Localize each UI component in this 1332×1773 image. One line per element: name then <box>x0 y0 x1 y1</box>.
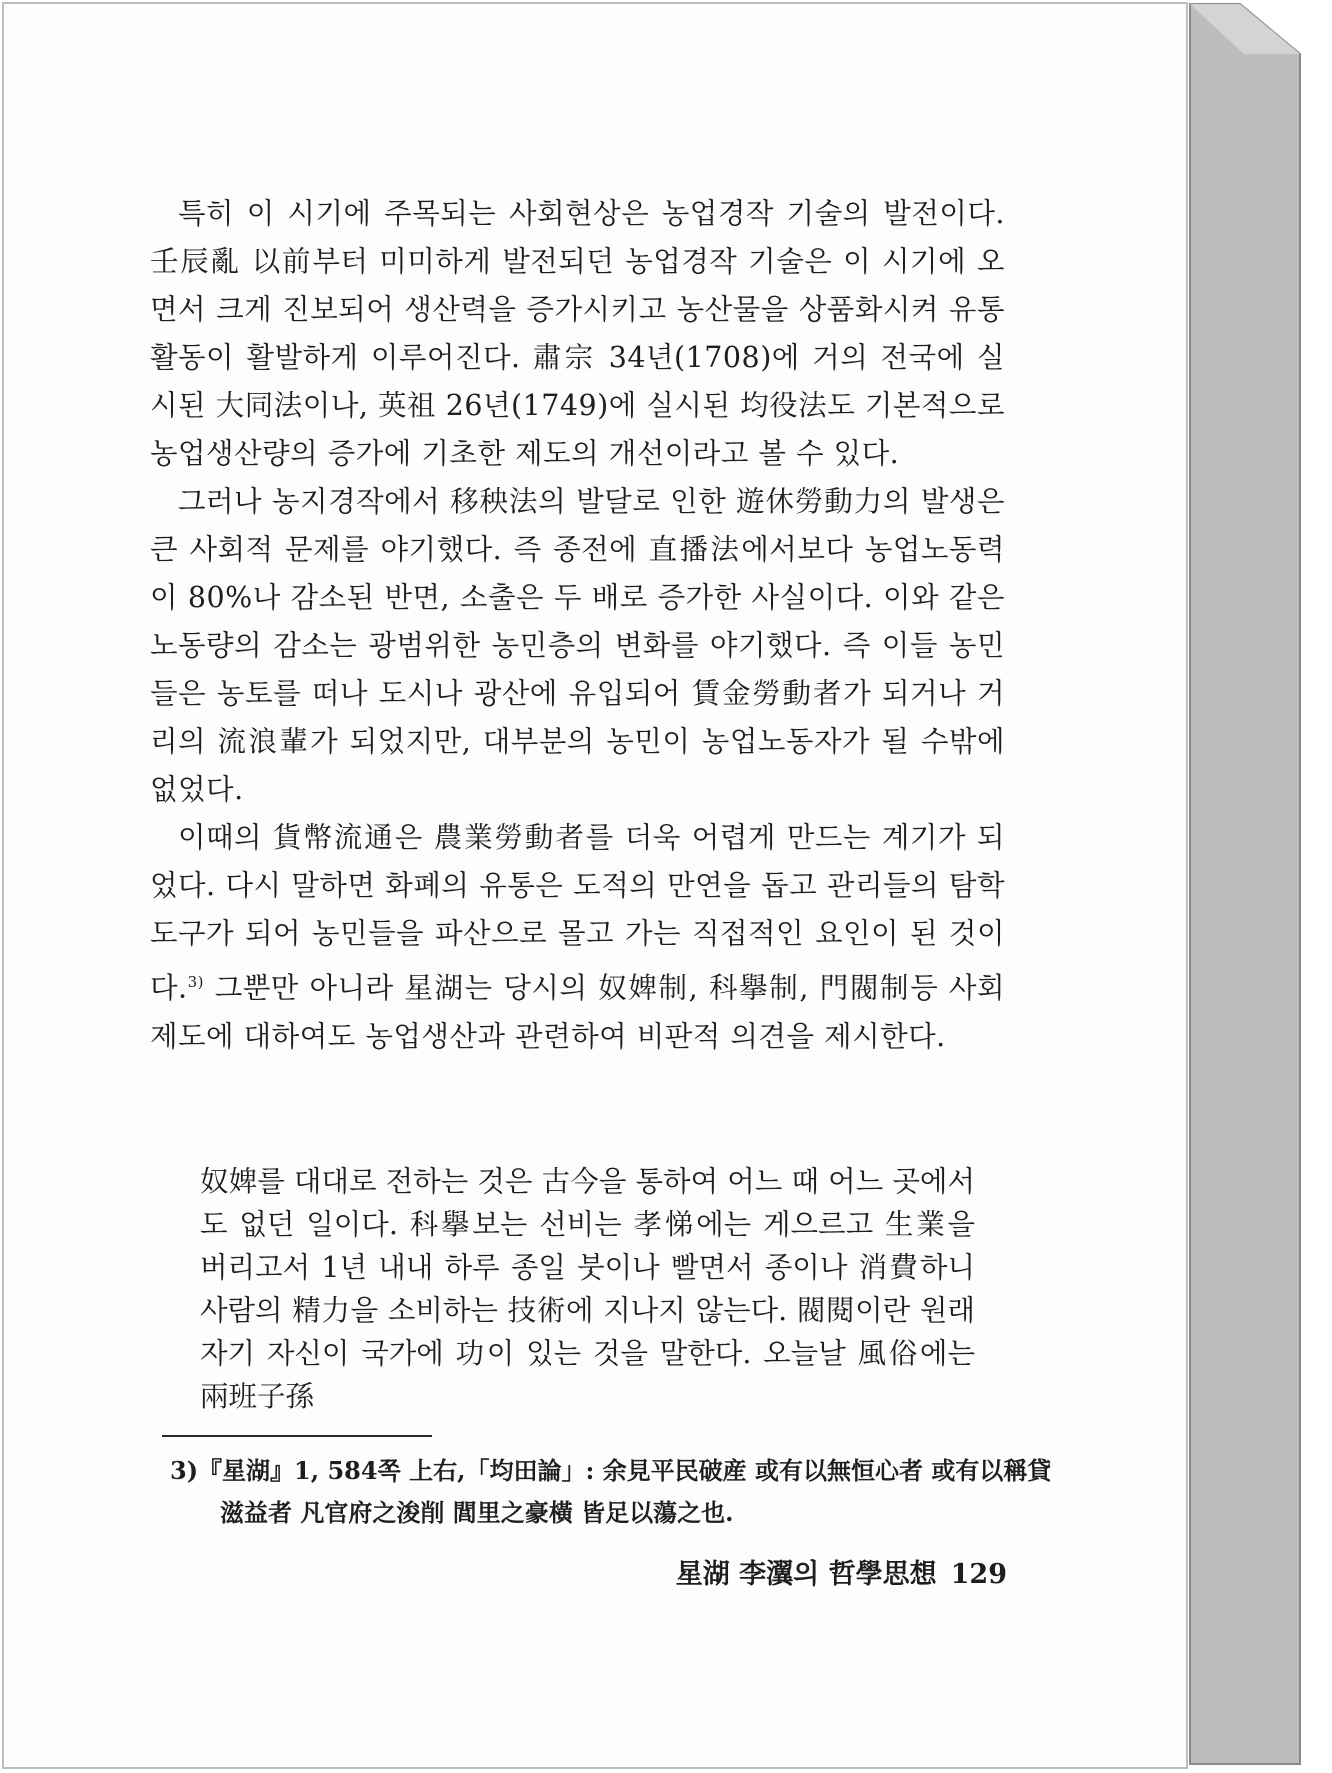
paragraph-2: 그러나 농지경작에서 移秧法의 발달로 인한 遊休勞動力의 발생은 큰 사회적 문제를 야기했다. 즉 종전에 直播法에서보다 농업노동력이 80%나 감소된 반면, 소출은 두 배로 증가한 사실이다. 이와 같은 노동량의 감소는 광범위한 농민층의 변화를 야기했다. 즉 이들 농민들은 농토를 떠나 도시나 광산에 유입되어 賃金勞動者가 되거나 거리의 流浪輩가 되었지만, 대부분의 농민이 농업노동자가 될 수밖에 없었다. <box>150 485 1005 806</box>
running-footer <box>676 1552 1007 1591</box>
paragraph-3 <box>150 814 1005 1061</box>
body-text <box>150 190 1005 1061</box>
footnote-divider <box>162 1435 432 1437</box>
paragraph-1: 특히 이 시기에 주목되는 사회현상은 농업경작 기술의 발전이다. 壬辰亂 以前부터 미미하게 발전되던 농업경작 기술은 이 시기에 오면서 크게 진보되어 생산력을 증가시키고 농산물을 상품화시켜 유통활동이 활발하게 이루어진다. 肅宗 34년(1708)에 거의 전국에 실시된 大同法이나, 英祖 26년(1749)에 실시된 均役法도 기본적으로 농업생산량의 증가에 기초한 제도의 개선이라고 볼 수 있다. <box>150 197 1005 470</box>
block-quote: 奴婢를 대대로 전하는 것은 古今을 통하여 어느 때 어느 곳에서도 없던 일이다. 科擧보는 선비는 孝悌에는 게으르고 生業을 버리고서 1년 내내 하루 종일 붓이나 빨면서 종이나 消費하니 사람의 精力을 소비하는 技術에 지나지 않는다. 閥閱이란 원래 자기 자신이 국가에 功이 있는 것을 말한다. 오늘날 風俗에는 兩班子孫 <box>200 1165 975 1413</box>
paragraph-3-text: 이때의 貨幣流通은 農業勞動者를 더욱 어렵게 만드는 계기가 되었다. 다시 말하면 화폐의 유통은 도적의 만연을 돕고 관리들의 탐학 도구가 되어 농민들을 파산으로 몰고 가는 직접적인 요인이 된 것이다. <box>150 821 1005 1005</box>
footer-title: 星湖 李瀷의 哲學思想 <box>675 1559 937 1590</box>
paragraph-3-tail: 그뿐만 아니라 星湖는 당시의 奴婢制, 科擧制, 門閥制등 사회제도에 대하여도 농업생산과 관련하여 비판적 의견을 제시한다. <box>150 971 1005 1053</box>
page-number: 129 <box>950 1559 1007 1590</box>
footnote-reference: 3) <box>187 973 204 991</box>
spine-face <box>1190 4 1300 1764</box>
footnote-3: 3)『星湖』1, 584쪽 上右,「均田論」: 余見平民破産 或有以無恒心者 或有以稱貸滋益者 凡官府之浚削 閭里之豪橫 皆足以蕩之也. <box>170 1456 1052 1527</box>
